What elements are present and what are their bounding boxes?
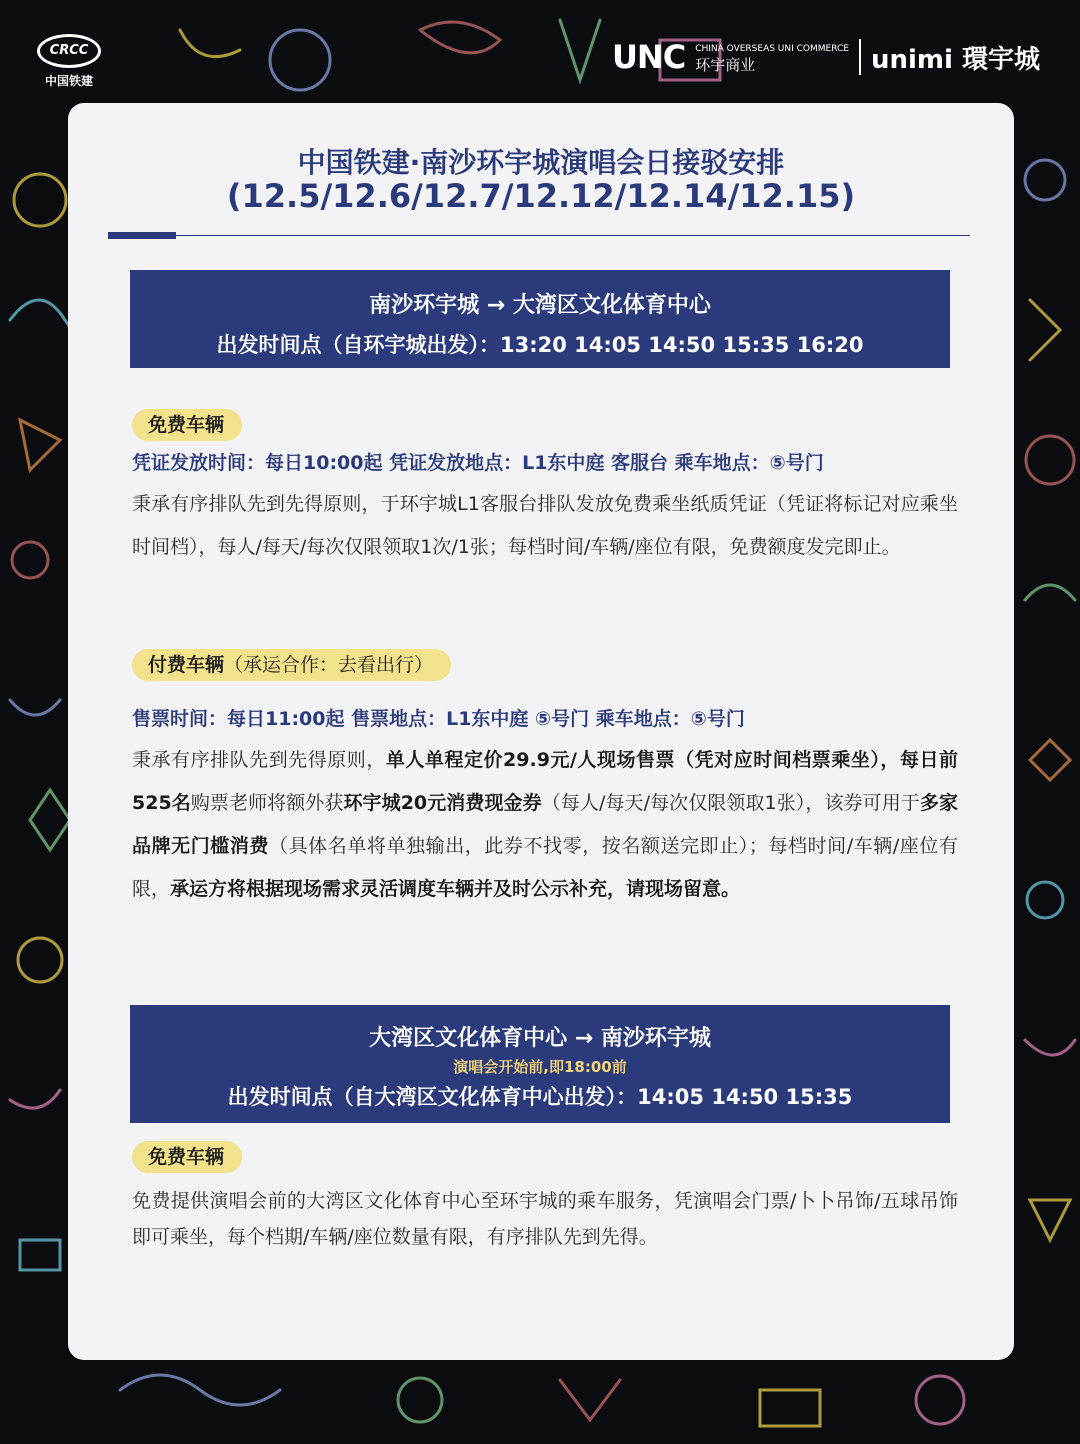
tag-label: 免费车辆 (148, 1146, 225, 1168)
route-title: 大湾区文化体育中心 → 南沙环宇城 (369, 1026, 711, 1051)
unc-logo-en: CHINA OVERSEAS UNI COMMERCE (695, 44, 849, 54)
route-banner-outbound (130, 270, 950, 368)
paid-vehicle-tag (132, 649, 451, 681)
tag-partner: （承运合作：去看出行） (224, 654, 434, 676)
paid-text-2: 单人单程定价29.9元/人现场售票（凭对应时间档票乘坐），每日前525名 (132, 749, 958, 814)
route-note: 演唱会开始前,即18:00前 (453, 1058, 627, 1076)
title-divider-accent (108, 232, 176, 239)
crcc-logo-mark: CRCC (37, 34, 101, 68)
crcc-logo-text: 中国铁建 (44, 74, 93, 88)
paid-text-8: 承运方将根据现场需求灵活调度车辆并及时公示补充，请现场留意。 (170, 878, 741, 900)
unc-logo: UNC (611, 38, 686, 76)
page-subtitle-dates: (12.5/12.6/12.7/12.12/12.14/12.15) (226, 177, 856, 215)
notice-card (68, 103, 1014, 1360)
partner-logos (612, 38, 1040, 76)
route-title: 南沙环宇城 → 大湾区文化体育中心 (369, 293, 711, 318)
page-title: 中国铁建·南沙环宇城演唱会日接驳安排 (297, 146, 785, 179)
unimi-logo: unimi 環宇城 (871, 44, 1040, 75)
paid-text-1: 秉承有序排队先到先得原则， (132, 749, 386, 771)
logo-divider (859, 39, 861, 75)
paid-text-7: （具体名单将单独输出，此券不找零，按名额送完即止）；每档时间/车辆/座位有限， (132, 835, 958, 900)
unc-logo-text (695, 41, 849, 73)
paid-text-3: 购票老师将额外获 (190, 792, 344, 814)
return-free-description: 免费提供演唱会前的大湾区文化体育中心至环宇城的乘车服务，凭演唱会门票/卜卜吊饰/五球吊饰即可乘坐，每个档期/车辆/座位数量有限，有序排队先到先得。 (132, 1190, 958, 1248)
paid-text-6: 多家品牌无门槛消费 (132, 792, 958, 857)
unc-logo-cn: 环宇商业 (695, 56, 756, 74)
departure-times: 出发时间点（自大湾区文化体育中心出发）：14:05 14:50 15:35 (227, 1085, 853, 1109)
tag-label: 付费车辆 (148, 654, 225, 676)
title-divider (108, 235, 970, 236)
tag-label: 免费车辆 (148, 414, 225, 436)
ticket-info: 售票时间：每日11:00起 售票地点：L1东中庭 ⑤号门 乘车地点：⑤号门 (132, 708, 745, 730)
paid-text-4: 环宇城20元消费现金券 (343, 792, 542, 814)
route-banner-return (130, 1005, 950, 1123)
paid-text-5: （每人/每天/每次仅限领取1张），该券可用于 (541, 792, 920, 814)
paid-vehicle-description (132, 739, 958, 911)
voucher-info: 凭证发放时间：每日10:00起 凭证发放地点：L1东中庭 客服台 乘车地点：⑤号门 (132, 452, 824, 474)
free-vehicle-description: 秉承有序排队先到先得原则，于环宇城L1客服台排队发放免费乘坐纸质凭证（凭证将标记对应乘坐时间档），每人/每天/每次仅限领取1次/1张；每档时间/车辆/座位有限，免费额度发完即止。 (132, 493, 958, 558)
free-vehicle-tag (132, 1141, 242, 1173)
crcc-logo (34, 34, 104, 89)
departure-times: 出发时间点（自环宇城出发）：13:20 14:05 14:50 15:35 16:20 (216, 333, 864, 357)
free-vehicle-tag (132, 409, 242, 441)
